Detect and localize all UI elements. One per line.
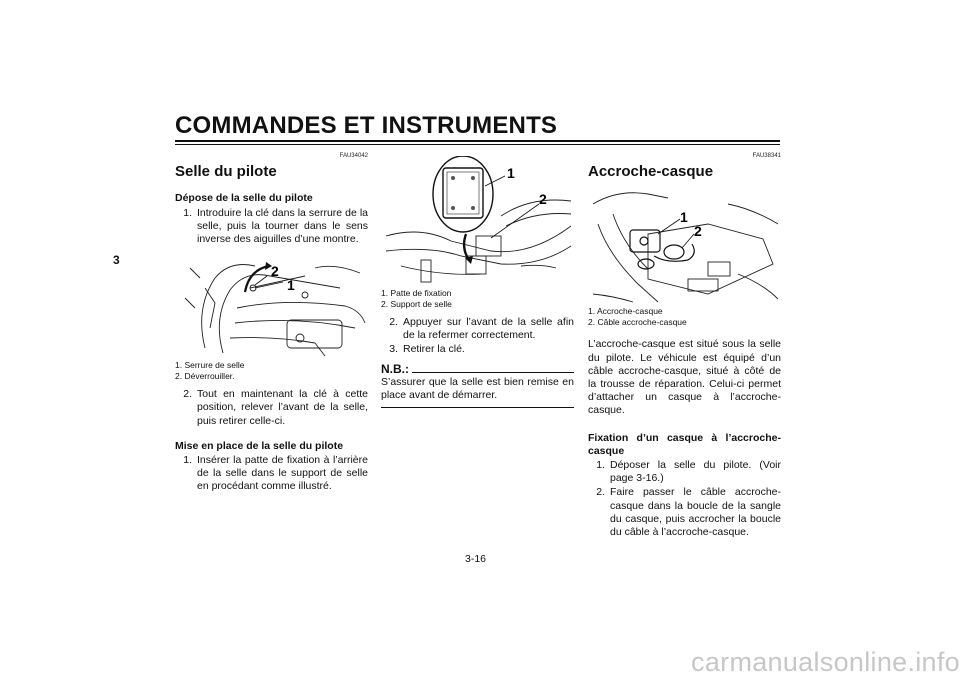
header-rule xyxy=(175,140,780,145)
subsection-title-install: Mise en place de la selle du pilote xyxy=(175,439,344,452)
list-item xyxy=(175,207,368,247)
figure-callout: 1 xyxy=(680,209,688,226)
figure-callout: 2 xyxy=(694,223,702,240)
list-item xyxy=(175,454,368,494)
step-number: 3. xyxy=(389,343,398,356)
page-number: 3-16 xyxy=(465,553,487,565)
step-text: Retirer la clé. xyxy=(403,343,465,356)
section-code: FAU38341 xyxy=(752,153,781,159)
step-number: 1. xyxy=(596,459,605,472)
figure-seat-lock xyxy=(175,248,368,358)
step-text: Déposer la selle du pilote. (Voir page 3-16.) xyxy=(610,459,781,485)
step-number: 1. xyxy=(183,206,192,219)
seat-lock-illustration xyxy=(175,248,368,358)
chapter-tab: 3 xyxy=(113,253,120,267)
list-item xyxy=(175,388,368,428)
figure-callout: 1 xyxy=(287,277,295,294)
step-number: 2. xyxy=(389,316,398,328)
step-text: Insérer la patte de fixation à l’arrière de la selle dans le support de selle en procédant comme illustré. xyxy=(197,454,368,493)
section-title-helmet-holder: Accroche-casque xyxy=(588,163,714,181)
subsection-title-helmet-fix: Fixation d’un casque à l’accroche-casque xyxy=(588,431,781,457)
figure-callout: 2 xyxy=(271,263,279,280)
watermark-text: carmanualsonline.info xyxy=(691,647,960,677)
note-header xyxy=(381,363,574,376)
step-number: 2. xyxy=(183,388,192,401)
step-text: Faire passer le câble accroche-casque dans la boucle de la sangle du casque, puis accrocher la boucle du câble à l’accroche-casque. xyxy=(610,486,781,539)
page-title: COMMANDES ET INSTRUMENTS xyxy=(175,112,558,139)
step-text: Appuyer sur l’avant de la selle afin de la refermer correctement. xyxy=(403,316,574,342)
section-code: FAU34042 xyxy=(339,153,368,159)
paragraph: L’accroche-casque est situé sous la selle du pilote. Le véhicule est équipé d’un câble accroche-casque, situé à côté de la trousse de réparation. Celui-ci permet d’attacher un casque à l’accroche-casque. xyxy=(588,338,781,417)
caption-item: 2. Support de selle xyxy=(381,299,452,309)
list-item xyxy=(381,343,574,356)
list-item xyxy=(588,486,781,539)
caption-item: 2. Câble accroche-casque xyxy=(588,317,687,328)
figure-callout: 2 xyxy=(539,191,547,207)
figure-caption xyxy=(381,288,574,310)
caption-item: 1. Accroche-casque xyxy=(588,306,663,317)
step-number: 1. xyxy=(183,454,192,467)
figure-callout: 1 xyxy=(507,165,515,181)
caption-item: 1. Patte de fixation xyxy=(381,288,452,298)
step-text: Introduire la clé dans la serrure de la selle, puis la tourner dans le sens inverse des aiguilles d’une montre. xyxy=(197,206,368,246)
seat-mount-illustration xyxy=(381,156,574,286)
column-helmet-holder xyxy=(588,150,781,540)
column-seat-continued xyxy=(381,156,574,408)
list-item xyxy=(381,316,574,342)
caption-item: 1. Serrure de selle xyxy=(175,360,245,371)
helmet-holder-illustration xyxy=(588,184,781,304)
step-number: 2. xyxy=(596,486,605,499)
step-text: Tout en maintenant la clé à cette position, relever l’avant de la selle, puis retirer celle-ci. xyxy=(197,388,368,427)
note-rule xyxy=(412,372,574,373)
list-item xyxy=(588,459,781,485)
column-seat xyxy=(175,150,368,495)
section-title-seat: Selle du pilote xyxy=(175,163,277,181)
figure-helmet-holder xyxy=(588,184,781,304)
note-text: S’assurer que la selle est bien remise en place avant de démarrer. xyxy=(381,376,574,408)
caption-item: 2. Déverrouiller. xyxy=(175,371,235,382)
figure-caption xyxy=(175,360,368,382)
subsection-title-removal: Dépose de la selle du pilote xyxy=(175,192,313,205)
note-label: N.B.: xyxy=(381,361,409,376)
figure-caption xyxy=(588,306,781,328)
figure-seat-mount xyxy=(381,156,574,286)
